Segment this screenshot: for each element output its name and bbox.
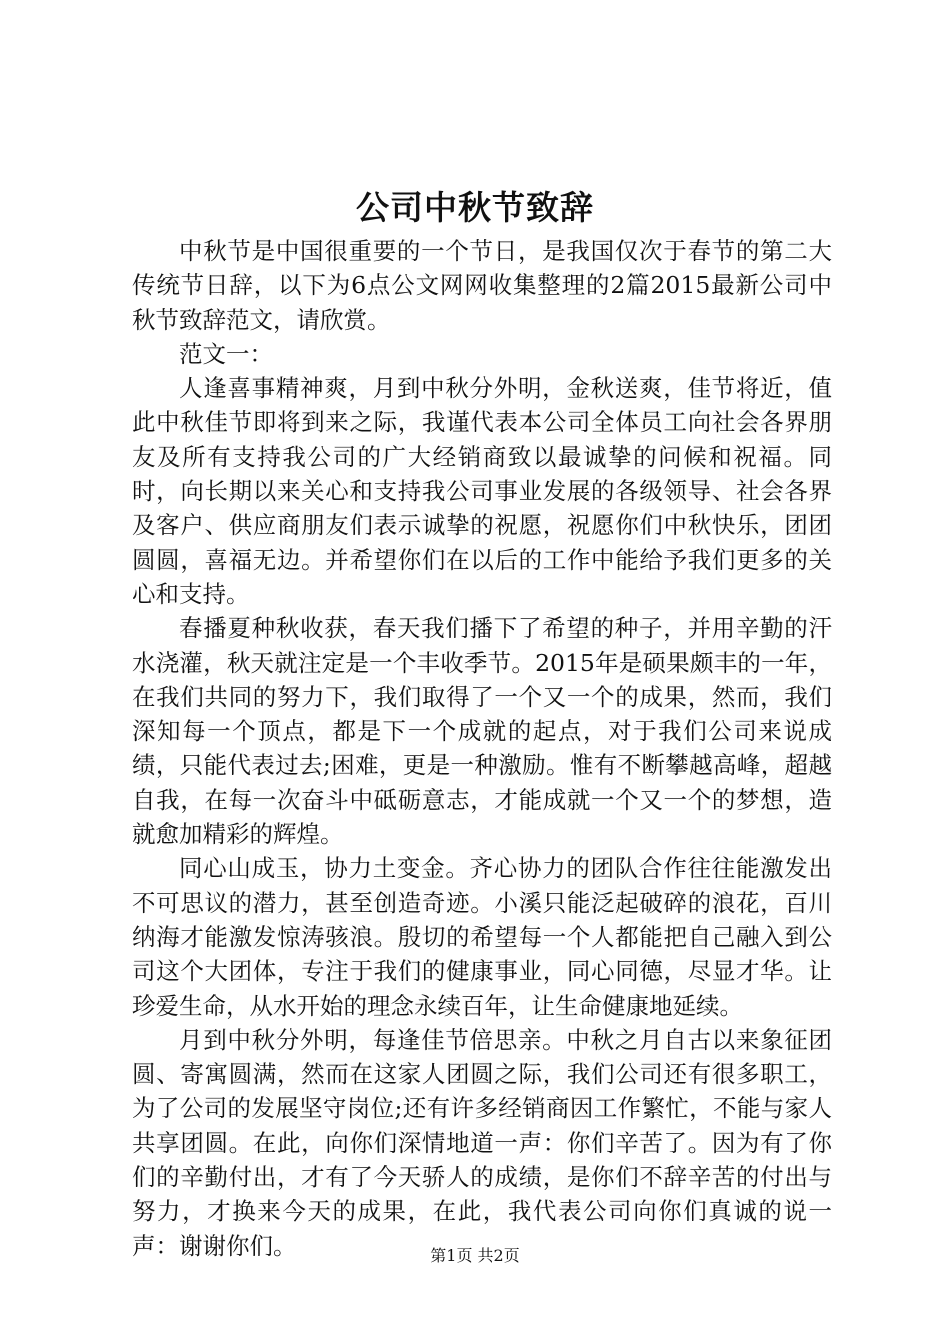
document-body	[132, 234, 832, 1263]
paragraph-sample-heading: 范文一：	[179, 339, 273, 368]
paragraph-intro: 中秋节是中国很重要的一个节日，是我国仅次于春节的第二大传统节日辞，以下为6点公文网网收集整理的2篇2015最新公司中秋节致辞范文，请欣赏。	[132, 237, 832, 334]
paragraph-greeting: 人逢喜事精神爽，月到中秋分外明，金秋送爽，佳节将近，值此中秋佳节即将到来之际，我谨代表本公司全体员工向社会各界朋友及所有支持我公司的广大经销商致以最诚挚的问候和祝福。同时，向长期以来关心和支持我公司事业发展的各级领导、社会各界及客户、供应商朋友们表示诚挚的祝愿，祝愿你们中秋快乐，团团圆圆，喜福无边。并希望你们在以后的工作中能给予我们更多的关心和支持。	[132, 374, 832, 608]
paragraph-harvest: 春播夏种秋收获，春天我们播下了希望的种子，并用辛勤的汗水浇灌，秋天就注定是一个丰收季节。2015年是硕果颇丰的一年，在我们共同的努力下，我们取得了一个又一个的成果，然而，我们深知每一个顶点，都是下一个成就的起点，对于我们公司来说成绩，只能代表过去;困难，更是一种激励。惟有不断攀越高峰，超越自我，在每一次奋斗中砥砺意志，才能成就一个又一个的梦想，造就愈加精彩的辉煌。	[132, 614, 832, 849]
page-number-footer: 第1页 共2页	[430, 1246, 520, 1265]
document-title: 公司中秋节致辞	[356, 188, 594, 227]
paragraph-teamwork: 同心山成玉，协力土变金。齐心协力的团队合作往往能激发出不可思议的潜力，甚至创造奇迹。小溪只能泛起破碎的浪花，百川纳海才能激发惊涛骇浪。殷切的希望每一个人都能把自己融入到公司这个大团体，专注于我们的健康事业，同心同德，尽显才华。让珍爱生命，从水开始的理念永续百年，让生命健康地延续。	[132, 854, 832, 1020]
paragraph-thanks: 月到中秋分外明，每逢佳节倍思亲。中秋之月自古以来象征团圆、寄寓圆满，然而在这家人团圆之际，我们公司还有很多职工，为了公司的发展坚守岗位;还有许多经销商因工作繁忙，不能与家人共享团圆。在此，向你们深情地道一声：你们辛苦了。因为有了你们的辛勤付出，才有了今天骄人的成绩，是你们不辞辛苦的付出与努力，才换来今天的成果，在此，我代表公司向你们真诚的说一声：谢谢你们。	[132, 1025, 832, 1260]
